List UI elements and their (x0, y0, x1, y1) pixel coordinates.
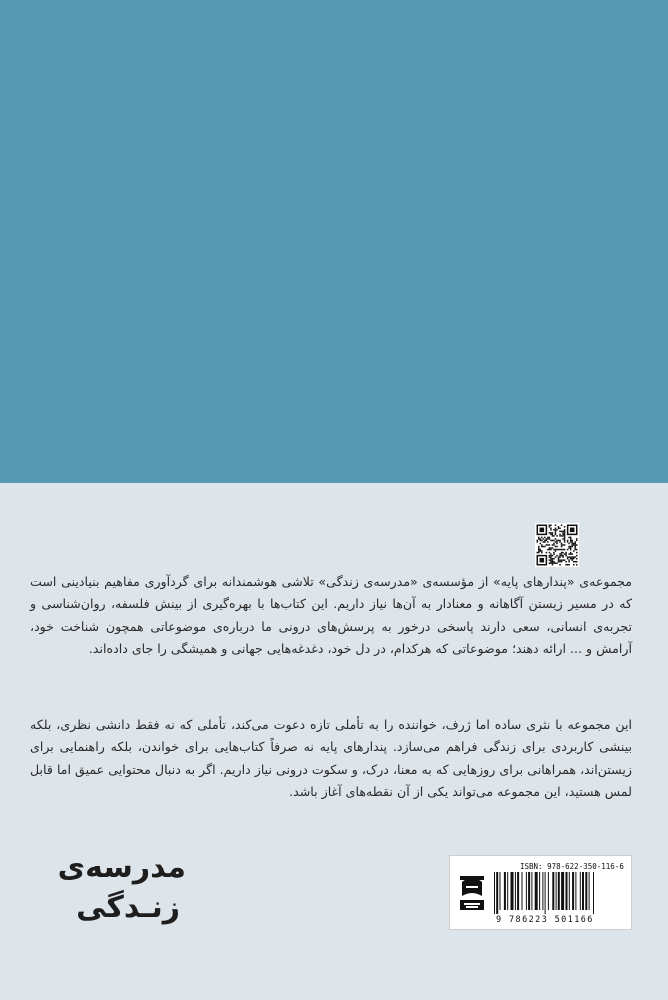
logo-line-2: زنـدگی (76, 890, 180, 925)
blurb-line: موضوعاتی که هرکدام، در دل خود، دغدغه‌هایی جهانی و همیشگی را جای داده‌اند. (88, 641, 508, 657)
blurb-line: معنا، درک، و سکوت درونی نیاز داریم. اگر به دنبال محتوایی عمیق اما قابل لمس هستید، (30, 761, 632, 800)
blurb-line: فقط دانشی نظری، بلکه بینشی کاربردی برای زندگی فراهم می‌سازد. پندارهای پایه نه صرفاً (30, 717, 632, 755)
blurb-line: این مجموعه با نثری ساده اما ژرف، خواننده را به تأملی تازه دعوت می‌کند، تأملی که نه (164, 717, 632, 732)
blurb-paragraph-2 (30, 714, 632, 804)
blurb-line: پرسش‌های درونی ما درباره‌ی موضوعاتی همچون شناخت خود، آرامش و ... ارائه دهند؛ (30, 618, 632, 657)
barcode-bars (492, 872, 628, 914)
blurb-paragraph-1 (30, 571, 632, 661)
blurb-line: کتاب‌هایی برای خواندن، بلکه راهنمایی برای زیستن‌اند، همراهانی برای روزهایی که به (30, 739, 632, 777)
isbn-barcode-panel (449, 855, 632, 930)
qr-code-icon (535, 523, 579, 567)
school-of-life-logo (36, 848, 186, 928)
blurb-line: مفاهیم بنیادینی است که در مسیر زیستن آگاهانه و معنادار به آن‌ها نیاز داریم. این کتاب‌ها (30, 574, 632, 612)
top-color-panel (0, 0, 668, 483)
blurb-line: این مجموعه می‌تواند یکی از آن نقطه‌های آغاز باشد. (289, 784, 561, 800)
blurb-line: مجموعه‌ی «پندارهای پایه» از مؤسسه‌ی «مدرسه‌ی زندگی» تلاشی هوشمندانه برای گردآوری (144, 574, 632, 589)
barcode-digits: 9 786223 501166 (496, 915, 594, 925)
publisher-logo-icon (456, 866, 488, 918)
logo-line-1: مدرسه‌ی (57, 850, 186, 885)
isbn-text: ISBN: 978-622-350-116-6 (520, 862, 624, 871)
blurb-line: با بهره‌گیری از بینش فلسفه، روان‌شناسی و تجربه‌ی انسانی، سعی دارند پاسخی درخور به (30, 596, 632, 634)
